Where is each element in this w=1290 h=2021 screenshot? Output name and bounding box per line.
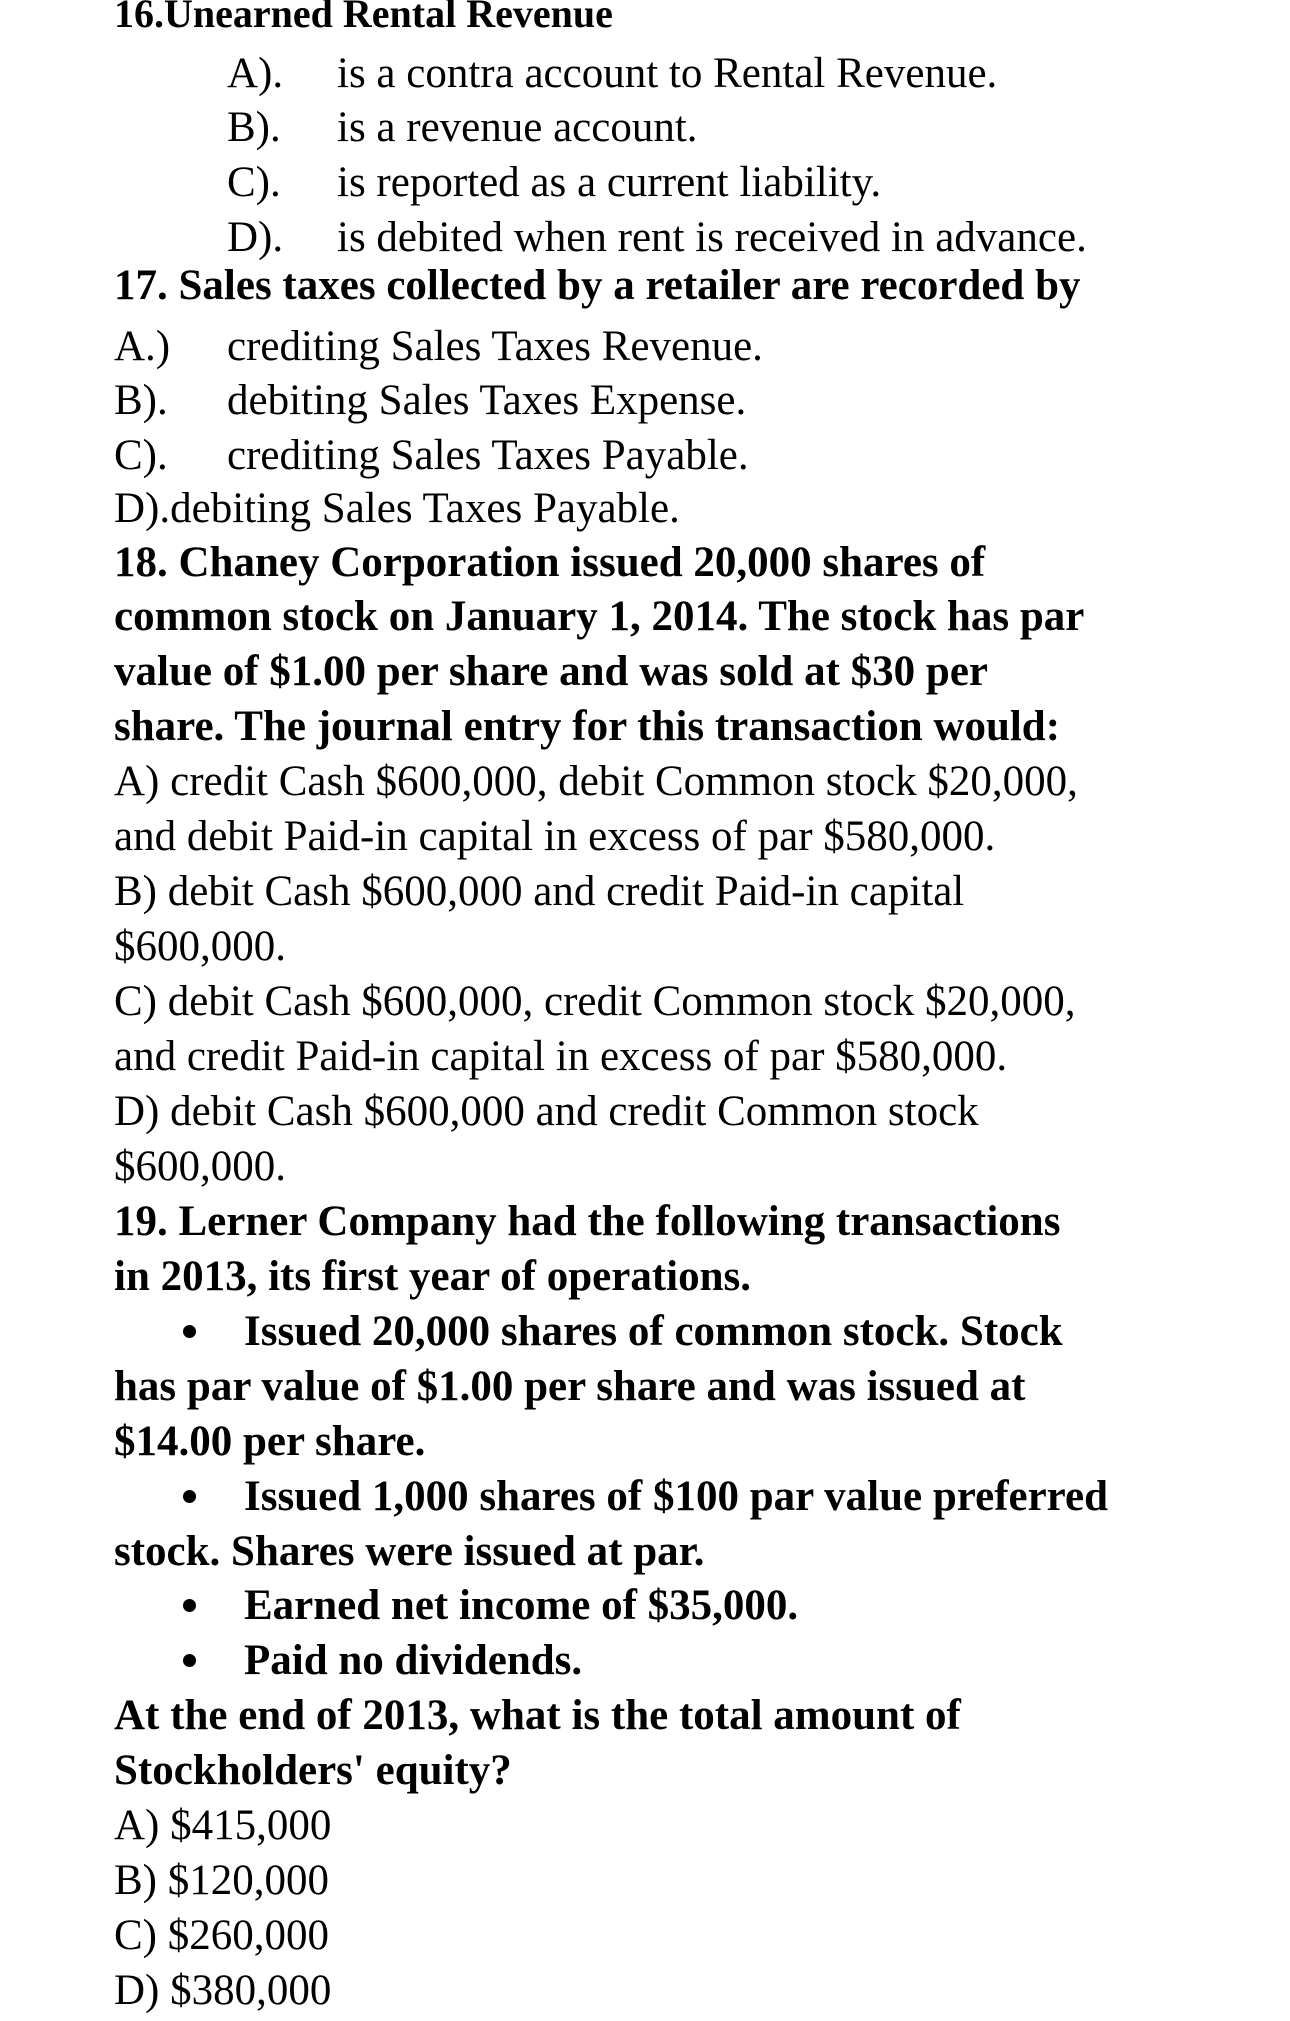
q16-option-c-label: C). [227,159,281,206]
q18-stem-line-3: value of $1.00 per share and was sold at $30 per [114,648,988,695]
q19-stem-line-1: 19. Lerner Company had the following transactions [114,1198,1061,1245]
q17-option-c-label: C). [114,432,168,479]
q18-option-a-line-1: A) credit Cash $600,000, debit Common stock $20,000, [114,758,1078,805]
q19-option-c: C) $260,000 [114,1912,329,1959]
q18-option-b-line-1: B) debit Cash $600,000 and credit Paid-in capital [114,868,965,915]
q19-question-line-1: At the end of 2013, what is the total amount of [114,1692,961,1739]
q19-bullet-1-cont-1: has par value of $1.00 per share and was issued at [114,1363,1026,1410]
q16-option-a-text: is a contra account to Rental Revenue. [337,50,998,97]
q19-bullet-1-text: Issued 20,000 shares of common stock. Stock [244,1308,1063,1355]
q18-stem-line-1: 18. Chaney Corporation issued 20,000 shares of [114,539,986,586]
q19-option-b: B) $120,000 [114,1857,329,1904]
q19-stem-line-2: in 2013, its first year of operations. [114,1253,751,1300]
q17-option-a-text: crediting Sales Taxes Revenue. [227,323,763,370]
q19-bullet-4-text: Paid no dividends. [244,1637,583,1684]
bullet-icon [183,1325,196,1338]
q18-option-d-line-1: D) debit Cash $600,000 and credit Common stock [114,1088,979,1135]
q16-option-d-label: D). [227,214,284,261]
q16-option-b-text: is a revenue account. [337,104,698,151]
q19-option-d: D) $380,000 [114,1967,332,2014]
q19-question-line-2: Stockholders' equity? [114,1747,512,1794]
q18-stem-line-2: common stock on January 1, 2014. The stock has par [114,593,1085,640]
bullet-icon [183,1490,196,1503]
q19-bullet-3-text: Earned net income of $35,000. [244,1582,799,1629]
bullet-icon [183,1599,196,1612]
q19-option-a: A) $415,000 [114,1802,332,1849]
q17-option-c-text: crediting Sales Taxes Payable. [227,432,749,479]
q18-option-b-line-2: $600,000. [114,923,286,970]
q18-option-d-line-2: $600,000. [114,1143,286,1190]
q19-bullet-1-cont-2: $14.00 per share. [114,1418,426,1465]
q16-option-d-text: is debited when rent is received in advance. [337,214,1087,261]
q17-option-b-text: debiting Sales Taxes Expense. [227,377,747,424]
q16-option-a-label: A). [227,50,284,97]
q16-option-b-label: B). [227,104,281,151]
q19-bullet-2-cont-1: stock. Shares were issued at par. [114,1528,705,1575]
q18-option-c-line-1: C) debit Cash $600,000, credit Common stock $20,000, [114,978,1076,1025]
q17-stem: 17. Sales taxes collected by a retailer are recorded by [114,262,1081,309]
q17-option-d: D).debiting Sales Taxes Payable. [114,485,680,532]
q16-option-c-text: is reported as a current liability. [337,159,882,206]
q18-option-c-line-2: and credit Paid-in capital in excess of par $580,000. [114,1033,1008,1080]
q18-option-a-line-2: and debit Paid-in capital in excess of par $580,000. [114,813,996,860]
q18-stem-line-4: share. The journal entry for this transaction would: [114,703,1061,750]
q17-option-a-label: A.) [114,323,171,370]
bullet-icon [183,1654,196,1667]
q19-bullet-2-text: Issued 1,000 shares of $100 par value preferred [244,1473,1108,1520]
q17-option-b-label: B). [114,377,168,424]
q16-stem: 16.Unearned Rental Revenue [114,0,613,36]
